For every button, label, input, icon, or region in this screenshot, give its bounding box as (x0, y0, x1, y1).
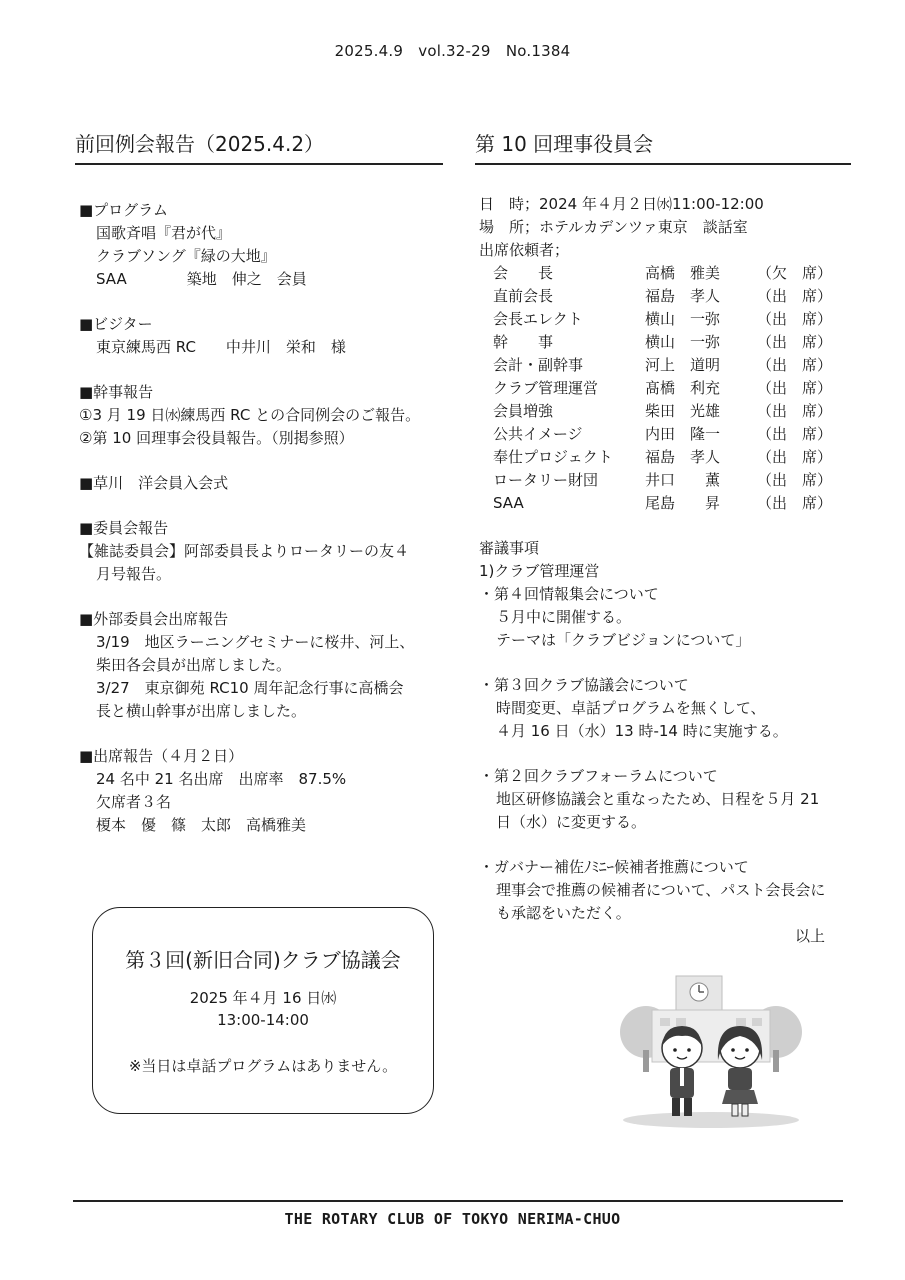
agenda-item-line: 時間変更、卓話プログラムを無くして、 (496, 699, 766, 717)
notice-note: ※当日は卓話プログラムはありません。 (128, 1057, 398, 1075)
attendee-name: 内田 隆一 (645, 425, 721, 443)
program-line: SAA 築地 伸之 会員 (96, 270, 307, 288)
committee-section (79, 517, 451, 586)
attendee-status: （欠 席） (757, 264, 833, 282)
attendance-line: 榎本 優 篠 太郎 高橋雅美 (96, 816, 307, 834)
attendance-section (79, 745, 451, 837)
meeting-info (479, 193, 855, 262)
agenda-subheading: 1)クラブ管理運営 (479, 562, 600, 580)
attendee-status: （出 席） (757, 287, 833, 305)
students-school-illustration (618, 970, 804, 1130)
attendee-role: SAA (493, 494, 524, 512)
attendee-row (493, 469, 837, 492)
notice-date: 2025 年４月 16 日㈬ (189, 989, 337, 1007)
agenda-item-title: ・第２回クラブフォーラムについて (479, 767, 718, 785)
agenda-item (479, 856, 855, 925)
agenda-item (479, 583, 855, 652)
attendee-row (493, 446, 837, 469)
agenda-item-title: ・ガバナー補佐ﾉﾐﾆｰ候補者推薦について (479, 858, 749, 876)
attendee-name: 横山 一弥 (645, 333, 721, 351)
attendee-role: 会員増強 (493, 402, 554, 420)
secretary-line: ①3 月 19 日㈬練馬西 RC との合同例会のご報告。 (79, 406, 421, 424)
attendee-name: 髙橋 利充 (645, 379, 721, 397)
attendee-role: 会 長 (493, 264, 554, 282)
visitor-section (79, 313, 451, 359)
program-line: 国歌斉唱『君が代』 (96, 224, 232, 242)
visitor-line: 東京練馬西 RC 中井川 栄和 様 (96, 338, 346, 356)
secretary-section (79, 381, 451, 450)
attendee-status: （出 席） (757, 471, 833, 489)
program-heading: ■プログラム (79, 201, 169, 219)
board-meeting-title: 第 10 回理事役員会 (475, 128, 851, 165)
attendee-name: 横山 一弥 (645, 310, 721, 328)
external-line: 長と横山幹事が出席しました。 (96, 702, 307, 720)
program-section (79, 199, 451, 291)
attendee-name: 福島 孝人 (645, 448, 721, 466)
agenda-item-line: テーマは「クラブビジョンについて」 (496, 631, 751, 649)
committee-line: 月号報告。 (96, 565, 172, 583)
notice-title: 第３回(新旧合同)クラブ協議会 (125, 948, 401, 972)
attendee-status: （出 席） (757, 379, 833, 397)
attendee-row (493, 400, 837, 423)
attendee-status: （出 席） (757, 402, 833, 420)
club-assembly-notice (92, 907, 434, 1114)
attendee-role: 公共イメージ (493, 425, 583, 443)
committee-heading: ■委員会報告 (79, 519, 169, 537)
external-line: 3/19 地区ラーニングセミナーに桜井、河上、 (96, 633, 415, 651)
attendee-status: （出 席） (757, 448, 833, 466)
agenda-item-title: ・第４回情報集会について (479, 585, 659, 603)
agenda-item-line: 地区研修協議会と重なったため、日程を５月 21 (496, 790, 820, 808)
attendee-name: 井口 薫 (645, 471, 721, 489)
left-column (75, 128, 445, 837)
attendee-name: 福島 孝人 (645, 287, 721, 305)
attendee-table (493, 262, 837, 515)
agenda-label: 審議事項 (479, 539, 540, 557)
external-line: 柴田各会員が出席しました。 (96, 656, 292, 674)
external-line: 3/27 東京御苑 RC10 周年記念行事に高橋会 (96, 679, 404, 697)
induction-heading: ■草川 洋会員入会式 (79, 474, 229, 492)
secretary-line: ②第 10 回理事会役員報告。（別掲参照） (79, 429, 354, 447)
agenda-item (479, 674, 855, 743)
attendee-role: 直前会長 (493, 287, 554, 305)
attendee-role: 会計・副幹事 (493, 356, 584, 374)
right-column (475, 128, 855, 948)
attendee-role: 奉仕プロジェクト (493, 448, 613, 466)
footer-rule (73, 1200, 843, 1202)
induction-section (79, 472, 451, 495)
previous-meeting-title: 前回例会報告（2025.4.2） (75, 128, 443, 165)
attendee-status: （出 席） (757, 333, 833, 351)
attendee-status: （出 席） (757, 356, 833, 374)
attendee-row (493, 492, 837, 515)
issue-line: 2025.4.9 vol.32-29 No.1384 (334, 42, 571, 60)
attendee-status: （出 席） (757, 425, 833, 443)
visitor-heading: ■ビジター (79, 315, 153, 333)
attendee-status: （出 席） (757, 310, 833, 328)
attendee-row (493, 377, 837, 400)
agenda-item-title: ・第３回クラブ協議会について (479, 676, 689, 694)
agenda-section (479, 537, 855, 948)
attendance-heading: ■出席報告（４月２日） (79, 747, 244, 765)
attendee-role: 幹 事 (493, 333, 554, 351)
program-line: クラブソング『緑の大地』 (96, 247, 276, 265)
attendee-name: 高橋 雅美 (645, 264, 721, 282)
closing-mark: 以上 (794, 927, 825, 945)
attendee-row (493, 308, 837, 331)
agenda-item-line: も承認をいただく。 (496, 904, 631, 922)
agenda-item (479, 765, 855, 834)
attendance-line: 欠席者３名 (96, 793, 172, 811)
notice-time: 13:00-14:00 (217, 1011, 309, 1029)
agenda-item-line: ５月中に開催する。 (496, 608, 632, 626)
attendance-line: 24 名中 21 名出席 出席率 87.5% (96, 770, 347, 788)
meeting-datetime: 日 時；2024 年４月２日㈬11:00-12:00 (479, 195, 764, 213)
attendee-name: 河上 道明 (645, 356, 721, 374)
secretary-heading: ■幹事報告 (79, 383, 154, 401)
attendee-row (493, 423, 837, 446)
agenda-item-line: 理事会で推薦の候補者について、パスト会長会に (496, 881, 826, 899)
attendee-row (493, 354, 837, 377)
external-section (79, 608, 451, 723)
club-name-footer: THE ROTARY CLUB OF TOKYO NERIMA-CHUO (284, 1210, 621, 1228)
attendee-name: 柴田 光雄 (645, 402, 721, 420)
attendee-name: 尾島 昇 (645, 494, 721, 512)
meeting-place: 場 所；ホテルカデンツァ東京 談話室 (479, 218, 748, 236)
attendee-row (493, 285, 837, 308)
attendee-row (493, 262, 837, 285)
agenda-item-line: 日（水）に変更する。 (496, 813, 647, 831)
attendee-status: （出 席） (757, 494, 833, 512)
external-heading: ■外部委員会出席報告 (79, 610, 229, 628)
attendees-label: 出席依頼者； (479, 241, 570, 259)
attendee-role: ロータリー財団 (493, 471, 599, 489)
attendee-row (493, 331, 837, 354)
committee-line: 【雑誌委員会】阿部委員長よりロータリーの友４ (79, 542, 410, 560)
attendee-role: 会長エレクト (493, 310, 583, 328)
attendee-role: クラブ管理運営 (493, 379, 599, 397)
agenda-item-line: ４月 16 日（水）13 時-14 時に実施する。 (496, 722, 788, 740)
